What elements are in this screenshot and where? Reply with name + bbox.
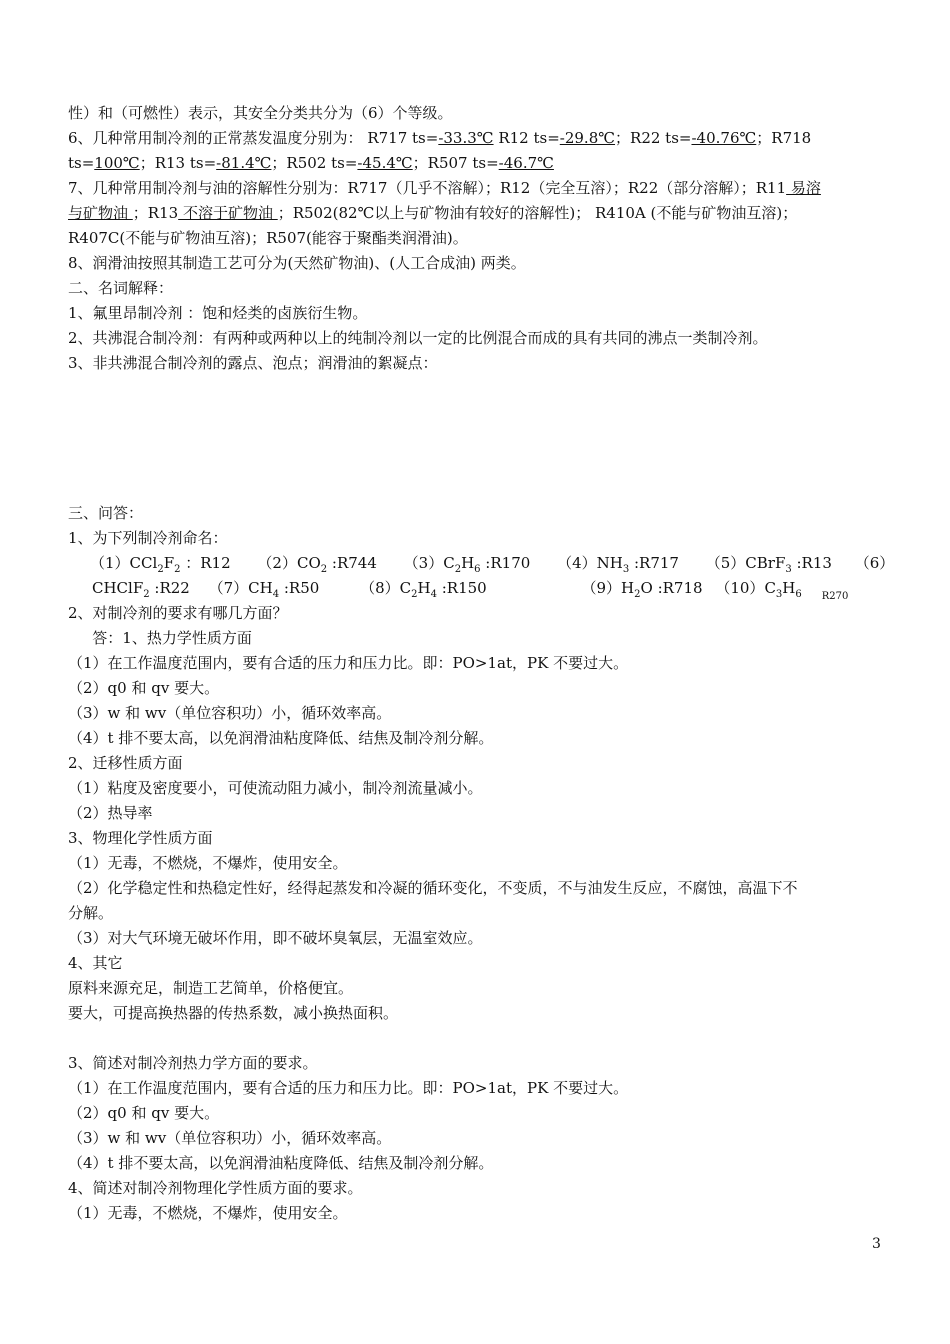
- definition-3: 3、非共沸混合制冷剂的露点、泡点；润滑油的絮凝点：: [68, 354, 438, 372]
- name-10: $(10)C_3H_6$ $_{R270}$: [715, 579, 849, 602]
- refrigerant-names-row1: [90, 553, 894, 573]
- answer-2-subheading-4: 4、其它: [68, 954, 123, 972]
- name-6-prefix: （6）: [854, 554, 895, 572]
- item7-underline-3: 不溶于矿物油: [178, 204, 278, 222]
- intro-line: 性）和（可燃性）表示，其安全分类共分为（6）个等级。: [68, 104, 453, 122]
- answer-2-item-9: （3）对大气环境无破坏作用，即不破坏臭氧层，无温室效应。: [68, 929, 483, 947]
- item6-r718-value: 100℃: [94, 154, 140, 172]
- item6-r507-value: -46.7℃: [498, 154, 554, 172]
- item6-text-a: 6、几种常用制冷剂的正常蒸发温度分别为： R717 ts=: [68, 129, 439, 147]
- answer-3-item-2: （2）q0 和 qv 要大。: [68, 1104, 220, 1122]
- item6-text-g: ；R502 ts=: [271, 154, 358, 172]
- item6-text-f: ；R13 ts=: [139, 154, 217, 172]
- item6-text-c: ；R22 ts=: [615, 129, 692, 147]
- answer-4-item-1: （1）无毒，不燃烧，不爆炸，使用安全。: [68, 1204, 348, 1222]
- item6-r502-value: -45.4℃: [357, 154, 413, 172]
- answer-2-item-7: （1）无毒，不燃烧，不爆炸，使用安全。: [68, 854, 348, 872]
- name-9: $(9)H_2O$ :R718: [581, 579, 703, 600]
- item6-r12-value: -29.8℃: [559, 129, 616, 147]
- answer-2-heading: 答：1、热力学性质方面: [78, 629, 252, 647]
- name-5: （5）CBrF$_3$ :R13: [705, 554, 832, 575]
- item6-r22-value: -40.76℃: [691, 129, 757, 147]
- item8-line: 8、润滑油按照其制造工艺可分为(天然矿物油)、(人工合成油) 两类。: [68, 254, 526, 272]
- section2-title: 二、名词解释：: [68, 279, 174, 297]
- question-4: 4、简述对制冷剂物理化学性质方面的要求。: [68, 1179, 363, 1197]
- item7-underline-1: 易溶: [786, 179, 821, 197]
- answer-2-subheading-2: 2、迁移性质方面: [68, 754, 183, 772]
- item6-r13-value: -81.4℃: [216, 154, 272, 172]
- question-1: 1、为下列制冷剂命名：: [68, 529, 228, 547]
- question-3: 3、简述对制冷剂热力学方面的要求。: [68, 1054, 318, 1072]
- item6-text-b: R12 ts=: [493, 129, 560, 147]
- item7-text-a: 7、几种常用制冷剂与油的溶解性分别为：R717（几乎不溶解）；R12（完全互溶）；R22（部分溶解）；R11: [68, 179, 787, 197]
- item7-line2: [68, 203, 797, 223]
- answer-2-item-5: （1）粘度及密度要小，可使流动阻力减小，制冷剂流量减小。: [68, 779, 483, 797]
- item6-text-d: ；R718: [756, 129, 812, 147]
- answer-2-item-1: （1）在工作温度范围内，要有合适的压力和压力比。即：PO>1at，PK 不要过大。: [68, 654, 629, 672]
- answer-2-item-2: （2）q0 和 qv 要大。: [68, 679, 220, 697]
- name-7: $(7)CH_4$ :R50: [208, 579, 320, 600]
- name-6: CHClF$_2$ :R22: [92, 579, 190, 600]
- answer-2-item-8a: （2）化学稳定性和热稳定性好，经得起蒸发和冷凝的循环变化，不变质，不与油发生反应，不腐蚀，高温下不: [68, 879, 798, 897]
- name-3: $(3)C_2H_6$ :R170: [403, 554, 531, 575]
- answer-2-subheading-3: 3、物理化学性质方面: [68, 829, 213, 847]
- item6-line1: [68, 128, 811, 148]
- question-2: 2、对制冷剂的要求有哪几方面？: [68, 604, 288, 622]
- item7-text-b: ；R13: [132, 204, 179, 222]
- answer-2-item-6: （2）热导率: [68, 804, 153, 822]
- item7-line1: [68, 178, 821, 198]
- answer-2-item-10: 原料来源充足，制造工艺简单，价格便宜。: [68, 979, 354, 997]
- answer-3-item-1: （1）在工作温度范围内，要有合适的压力和压力比。即：PO>1at，PK 不要过大。: [68, 1079, 629, 1097]
- item7-text-c: ；R502(82℃以上与矿物油有较好的溶解性)； R410A (不能与矿物油互溶)；: [277, 204, 798, 222]
- name-1: $(1)CCl_2F_2$ ：R12: [90, 554, 231, 575]
- answer-2-item-11: 要大，可提高换热器的传热系数，减小换热面积。: [68, 1004, 399, 1022]
- answer-3-item-3: （3）w 和 wv（单位容积功）小，循环效率高。: [68, 1129, 392, 1147]
- item6-text-h: ；R507 ts=: [412, 154, 499, 172]
- page-number: 3: [872, 1236, 881, 1252]
- refrigerant-names-row2: [92, 578, 848, 601]
- name-2: $(2)CO_2$ :R744: [257, 554, 377, 575]
- item6-r717-value: -33.3℃: [438, 129, 494, 147]
- name-8: $(8)C_2H_4$ :R150: [360, 579, 487, 600]
- item7-underline-2: 与矿物油: [68, 204, 133, 222]
- answer-3-item-4: （4）t 排不要太高，以免润滑油粘度降低、结焦及制冷剂分解。: [68, 1154, 494, 1172]
- definition-1: 1、氟里昂制冷剂 ：饱和烃类的卤族衍生物。: [68, 304, 368, 322]
- answer-2-item-4: （4）t 排不要太高，以免润滑油粘度降低、结焦及制冷剂分解。: [68, 729, 494, 747]
- answer-2-item-3: （3）w 和 wv（单位容积功）小，循环效率高。: [68, 704, 392, 722]
- item6-text-e: ts=: [68, 154, 95, 172]
- definition-2: 2、共沸混合制冷剂：有两种或两种以上的纯制冷剂以一定的比例混合而成的具有共同的沸点一类制冷剂。: [68, 329, 768, 347]
- item7-line3: R407C(不能与矿物油互溶)；R507(能容于聚酯类润滑油)。: [68, 229, 468, 247]
- name-4: $(4)NH_3$ :R717: [557, 554, 679, 575]
- answer-2-item-8b: 分解。: [68, 904, 114, 922]
- section3-title: 三、问答：: [68, 504, 144, 522]
- item6-line2: [68, 153, 554, 173]
